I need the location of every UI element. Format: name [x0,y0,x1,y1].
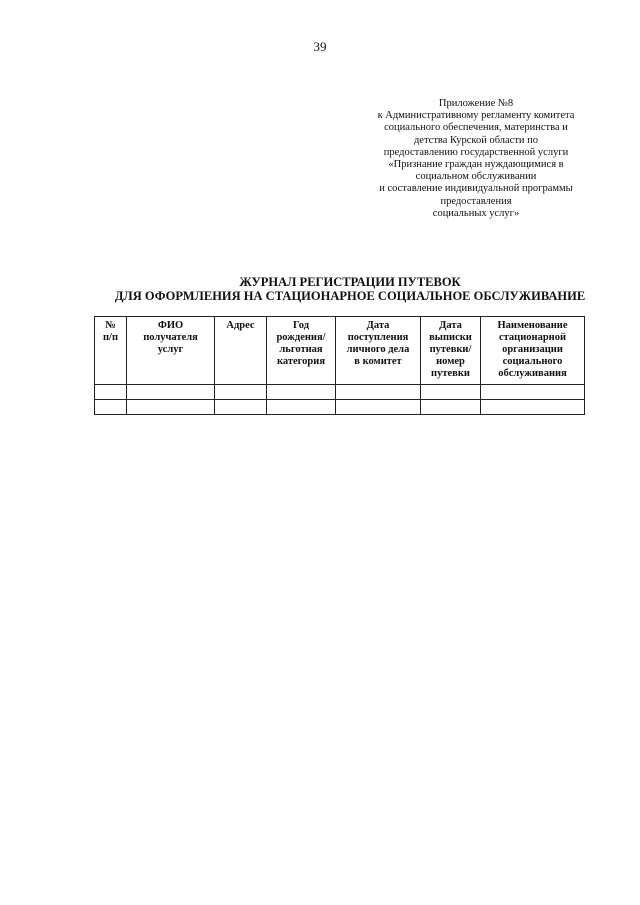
appendix-line: предоставлению государственной услуги [383,146,569,158]
journal-title-line-1: ЖУРНАЛ РЕГИСТРАЦИИ ПУТЕВОК [239,275,461,289]
table-cell [127,400,215,415]
header-birth-year-category: Год рождения/ льготная категория [267,317,336,385]
table-cell [421,385,481,400]
appendix-note [358,98,594,220]
table-row [95,385,585,400]
appendix-line: Приложение №8 [438,98,514,109]
table-cell [481,385,585,400]
page-number: 39 [313,39,327,54]
journal-title [70,275,630,303]
header-recipient-name: ФИО получателя услуг [127,317,215,385]
header-organization-name: Наименование стационарной организации социального обслуживания [481,317,585,385]
table-cell [267,400,336,415]
journal-table [94,316,585,415]
table-cell [215,385,267,400]
header-file-receipt-date: Дата поступления личного дела в комитет [336,317,421,385]
table-cell [336,385,421,400]
header-number: № п/п [95,317,127,385]
appendix-line: социальном обслуживании [415,171,537,183]
appendix-line: «Признание граждан нуждающимися в [388,159,564,171]
table-cell [336,400,421,415]
table-header-row [95,317,585,385]
appendix-line: детства Курской области по [413,134,539,146]
table-cell [481,400,585,415]
table-cell [127,385,215,400]
table-cell [421,400,481,415]
appendix-line: социальных услуг» [432,207,520,219]
table-cell [215,400,267,415]
table-cell [95,385,127,400]
appendix-line: к Административному регламенту комитета [377,110,575,122]
header-voucher-date-number: Дата выписки путевки/ номер путевки [421,317,481,385]
table-cell [95,400,127,415]
appendix-line: и составление индивидуальной программы [379,183,573,195]
table-cell [267,385,336,400]
table-row [95,400,585,415]
header-address: Адрес [215,317,267,385]
journal-title-line-2: ДЛЯ ОФОРМЛЕНИЯ НА СТАЦИОНАРНОЕ СОЦИАЛЬНОЕ ОБСЛУЖИВАНИЕ [114,289,586,303]
appendix-line: социального обеспечения, материнства и [384,122,568,134]
appendix-line: предоставления [440,195,512,207]
